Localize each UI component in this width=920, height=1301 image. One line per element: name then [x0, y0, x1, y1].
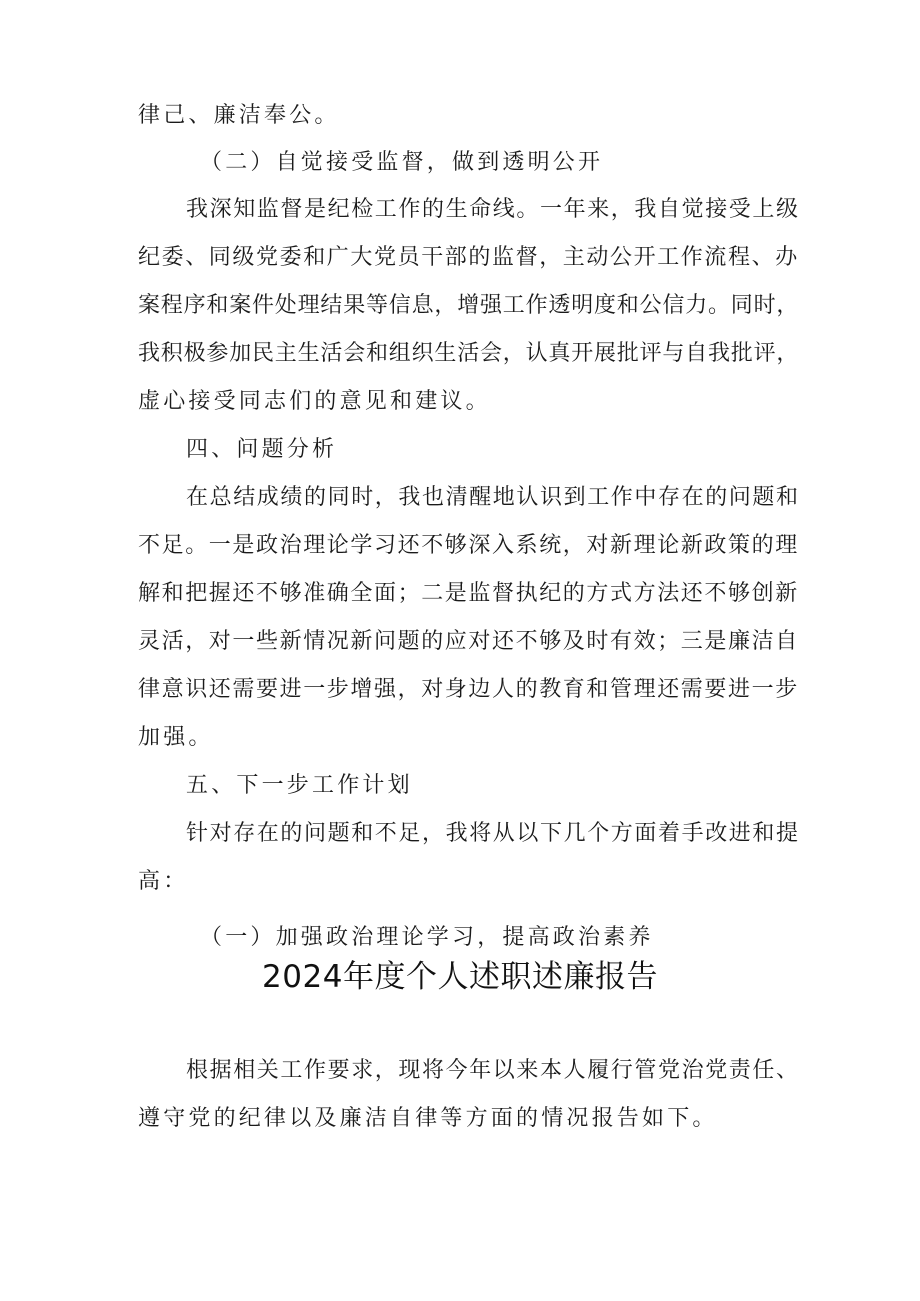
paragraph-line: 针对存在的问题和不足，我将从以下几个方面着手改进和提 [186, 821, 800, 846]
section-heading: （二）自觉接受监督，做到透明公开 [200, 150, 604, 175]
section-heading: 四、问题分析 [186, 437, 338, 462]
paragraph-line: 案程序和案件处理结果等信息，增强工作透明度和公信力。同时， [138, 293, 800, 318]
section-heading: 五、下一步工作计划 [186, 773, 413, 798]
paragraph-line: 加强。 [138, 725, 214, 750]
paragraph-line: 不足。一是政治理论学习还不够深入系统，对新理论新政策的理 [138, 533, 799, 558]
paragraph-line: 在总结成绩的同时，我也清醒地认识到工作中存在的问题和 [186, 485, 800, 510]
paragraph-line: 虚心接受同志们的意见和建议。 [138, 389, 491, 414]
section-heading: （一）加强政治理论学习，提高政治素养 [200, 925, 654, 950]
paragraph-line: 我积极参加民主生活会和组织生活会，认真开展批评与自我批评， [138, 341, 800, 366]
paragraph-line: 解和把握还不够准确全面；二是监督执纪的方式方法还不够创新 [138, 581, 799, 606]
intro-line: 根据相关工作要求，现将今年以来本人履行管党治党责任、 [186, 1058, 800, 1083]
paragraph-line: 律意识还需要进一步增强，对身边人的教育和管理还需要进一步 [138, 677, 799, 702]
paragraph-line: 纪委、同级党委和广大党员干部的监督，主动公开工作流程、办 [138, 245, 799, 270]
paragraph-line: 高： [138, 869, 189, 894]
intro-line: 遵守党的纪律以及廉洁自律等方面的情况报告如下。 [138, 1106, 718, 1131]
paragraph-line: 律己、廉洁奉公。 [138, 103, 340, 128]
paragraph-line: 我深知监督是纪检工作的生命线。一年来，我自觉接受上级 [186, 197, 800, 222]
document-title: 2024年度个人述职述廉报告 [262, 959, 658, 995]
paragraph-line: 灵活，对一些新情况新问题的应对还不够及时有效；三是廉洁自 [138, 629, 799, 654]
